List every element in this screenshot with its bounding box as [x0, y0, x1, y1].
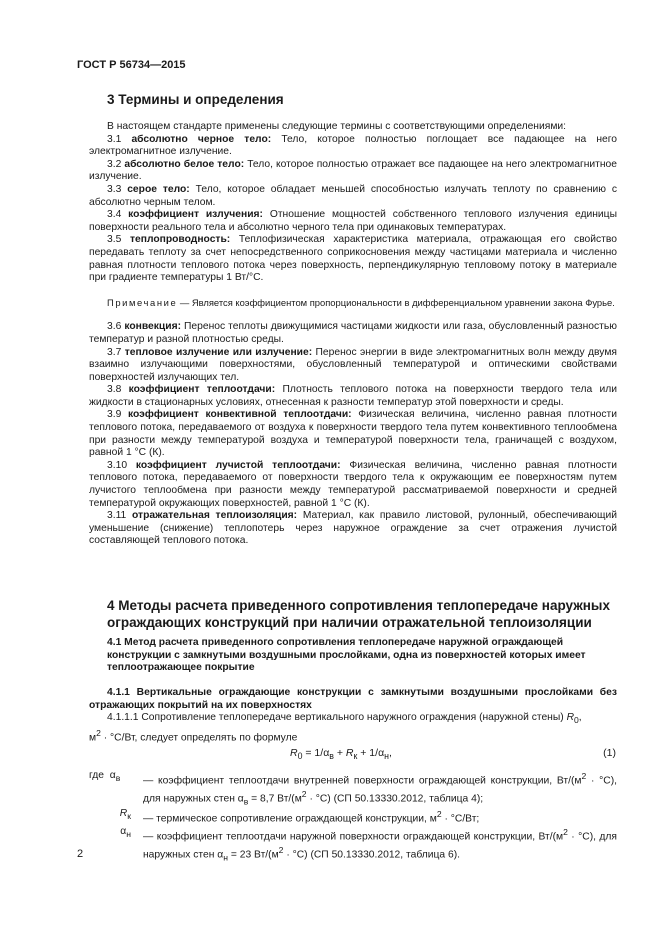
document-code-header: ГОСТ Р 56734—2015: [77, 59, 186, 71]
term-3-3: 3.3 серое тело: Тело, которое обладает меньшей способностью излучать теплоту по сравнению с абсолютно черным телом.: [89, 183, 618, 208]
explanation-rk: $R_к$ — термическое сопротивление ограждающей конструкции, $м^2 \cdot ^\circ С/Вт$;: [119, 808, 480, 825]
formula-explanation: [89, 770, 617, 864]
section-3-body: [89, 121, 617, 548]
term-3-11: 3.11 отражательная теплоизоляция: Материал, как правило листовой, рулонный, обеспечивающий уменьшение (снижение) теплопотерь через наружное ограждение за счет отражения лучистой составляющей теплового потока.: [89, 510, 618, 547]
subsection-4-1-1-title: 4.1.1 Вертикальные ограждающие конструкции с замкнутыми воздушными прослойками без отражающих покрытий на их поверхностях: [89, 687, 617, 711]
formula-1: $R_0 = 1/\alpha_в + R_к + 1/\alpha_н$,: [290, 747, 392, 762]
page-number: 2: [77, 848, 84, 860]
subsection-4-1-title: 4.1 Метод расчета приведенного сопротивления теплопередаче наружной ограждающей конструкции с замкнутыми воздушными прослойками, одна из поверхностей которых имеет теплоотражающее покрытие: [107, 637, 586, 674]
formula-number: (1): [603, 747, 616, 759]
term-3-4: 3.4 коэффициент излучения: Отношение мощностей собственного теплового излучения единицы поверхности реального тела и абсолютно черного тела при одинаковых температурах.: [89, 209, 617, 233]
term-3-7: 3.7 тепловое излучение или излучение: Перенос энергии в виде электромагнитных волн между двумя взаимно излучающими поверхностями, обусловленный температурой и оптическими свойствами поверхностей излучающих тел.: [89, 346, 617, 383]
section-4-title: 4 Методы расчета приведенного сопротивления теплопередаче наружных ограждающих конструкций при наличии отражательной теплоизоляции: [107, 598, 610, 630]
term-3-2: 3.2 абсолютно белое тело: Тело, которое полностью отражает все падающее на него электромагнитное излучение.: [89, 158, 618, 183]
section-3-intro: В настоящем стандарте применены следующие термины с соответствующими определениями:: [107, 121, 567, 132]
term-3-6: 3.6 конвекция: Перенос теплоты движущимися частицами жидкости или газа, обусловленный разностью температур и разной плотностью среды.: [89, 321, 617, 345]
section-3-title: 3 Термины и определения: [107, 92, 284, 107]
paragraph-4-1-1-1: 4.1.1.1 Сопротивление теплопередаче вертикального наружного ограждения (наружной стены) $R_0$, $м^2 \cdot ^\circ С/Вт$, следует определять по формуле: [89, 712, 582, 744]
explanation-alpha-v: где $\alpha_в$ — коэффициент теплоотдачи внутренней поверхности ограждающей конструкции, $Вт/(м^2 \cdot ^\circ С)$, для наружных стен $\alpha_в = 8,7$ $Вт/(м^2 \cdot ^\circ С)$ (СП 50.13330.2012, таблица 4);: [89, 770, 617, 807]
term-3-8: 3.8 коэффициент теплоотдачи: Плотность теплового потока на поверхности твердого тела или жидкости в стационарных условиях, отнесенная к разности температур этой поверхности и среды.: [89, 384, 617, 408]
term-3-1: 3.1 абсолютно черное тело: Тело, которое полностью поглощает все падающее на него электромагнитное излучение.: [89, 133, 617, 158]
term-3-10: 3.10 коэффициент лучистой теплоотдачи: Физическая величина, численно равная плотности теплового потока, передаваемого от поверхности твердого тела к окружающим ее поверхностям путем лучистого теплообмена при разности между температурой рассматриваемой поверхности и средней температурой окружающих поверхностей, равной 1 °С (К).: [89, 459, 618, 509]
term-3-5: 3.5 теплопроводность: Теплофизическая характеристика материала, отражающая его свойство передавать теплоту за счет непосредственного соприкосновения между частицами материала и численно равная плотности теплового потока через поверхность, перпендикулярную тепловому потоку в материале при градиенте температуры 1 Вт/°С.: [89, 234, 617, 284]
note-3-5: Примечание — Является коэффициентом пропорциональности в дифференциальном уравнении закона Фурье.: [107, 296, 615, 308]
explanation-alpha-n: $\alpha_н$ — коэффициент теплоотдачи наружной поверхности ограждающей конструкции, $Вт/(м^2 \cdot ^\circ С)$, для наружных стен $\alpha_н = 23$ $Вт/(м^2 \cdot ^\circ С)$ (СП 50.13330.2012, таблица 6).: [120, 826, 617, 863]
term-3-9: 3.9 коэффициент конвективной теплоотдачи: Физическая величина, численно равная плотности теплового потока, передаваемого от воздуха к поверхности твердого тела путем конвективного теплообмена при разности между температурой воздуха и температурой поверхности тела, граничащей с воздухом, равной 1 °С (К).: [89, 409, 617, 459]
